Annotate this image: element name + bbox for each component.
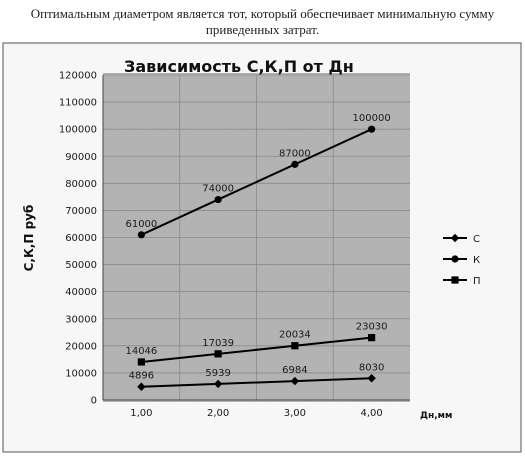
x-tick-label: 1,00 <box>130 408 153 419</box>
y-tick-label: 110000 <box>58 97 97 109</box>
data-label-С: 6984 <box>282 365 308 377</box>
y-tick-label: 100000 <box>58 124 97 136</box>
x-tick-label: 3,00 <box>283 408 307 419</box>
data-label-П: 20034 <box>278 329 311 341</box>
legend-entry: К <box>473 255 481 266</box>
data-label-С: 4896 <box>128 370 155 382</box>
x-tick-label: 4,00 <box>360 408 383 419</box>
y-tick-label: 50000 <box>65 260 97 272</box>
data-point-К <box>215 196 222 203</box>
y-tick-label: 30000 <box>65 314 97 326</box>
chart-title: Зависимость С,К,П от Дн <box>124 57 354 76</box>
y-tick-label: 0 <box>90 395 97 407</box>
data-point-К <box>291 161 298 168</box>
data-point-К <box>138 231 145 238</box>
data-label-К: 87000 <box>278 148 311 160</box>
y-tick-label: 60000 <box>65 233 97 244</box>
data-label-С: 5939 <box>205 367 231 379</box>
legend-entry: П <box>473 276 481 287</box>
data-point-П <box>215 350 222 357</box>
data-point-К <box>368 126 375 133</box>
data-point-П <box>291 342 298 349</box>
data-label-П: 23030 <box>355 321 388 333</box>
legend-marker <box>451 276 458 283</box>
data-label-П: 17039 <box>202 337 235 349</box>
legend-marker <box>451 255 458 262</box>
y-tick-label: 40000 <box>65 287 97 299</box>
data-label-К: 61000 <box>125 218 158 230</box>
data-label-С: 8030 <box>358 362 385 374</box>
data-label-П: 14046 <box>125 345 158 357</box>
x-axis-label: Дн,мм <box>420 411 453 421</box>
data-label-К: 100000 <box>352 113 391 125</box>
data-point-П <box>138 358 145 365</box>
y-axis-label: С,К,П руб <box>22 204 36 272</box>
x-tick-label: 2,00 <box>206 408 230 419</box>
data-label-К: 74000 <box>202 183 235 195</box>
y-tick-label: 70000 <box>65 205 97 217</box>
legend-entry: С <box>473 234 480 245</box>
y-tick-label: 80000 <box>65 178 97 190</box>
y-tick-label: 20000 <box>65 341 97 353</box>
y-tick-label: 90000 <box>65 151 97 163</box>
y-tick-label: 10000 <box>65 368 97 380</box>
y-tick-label: 120000 <box>58 70 97 82</box>
caption-text: Оптимальным диаметром является тот, который обеспечивает минимальную сумму приведенных затрат. <box>30 6 495 37</box>
data-point-П <box>368 334 375 341</box>
